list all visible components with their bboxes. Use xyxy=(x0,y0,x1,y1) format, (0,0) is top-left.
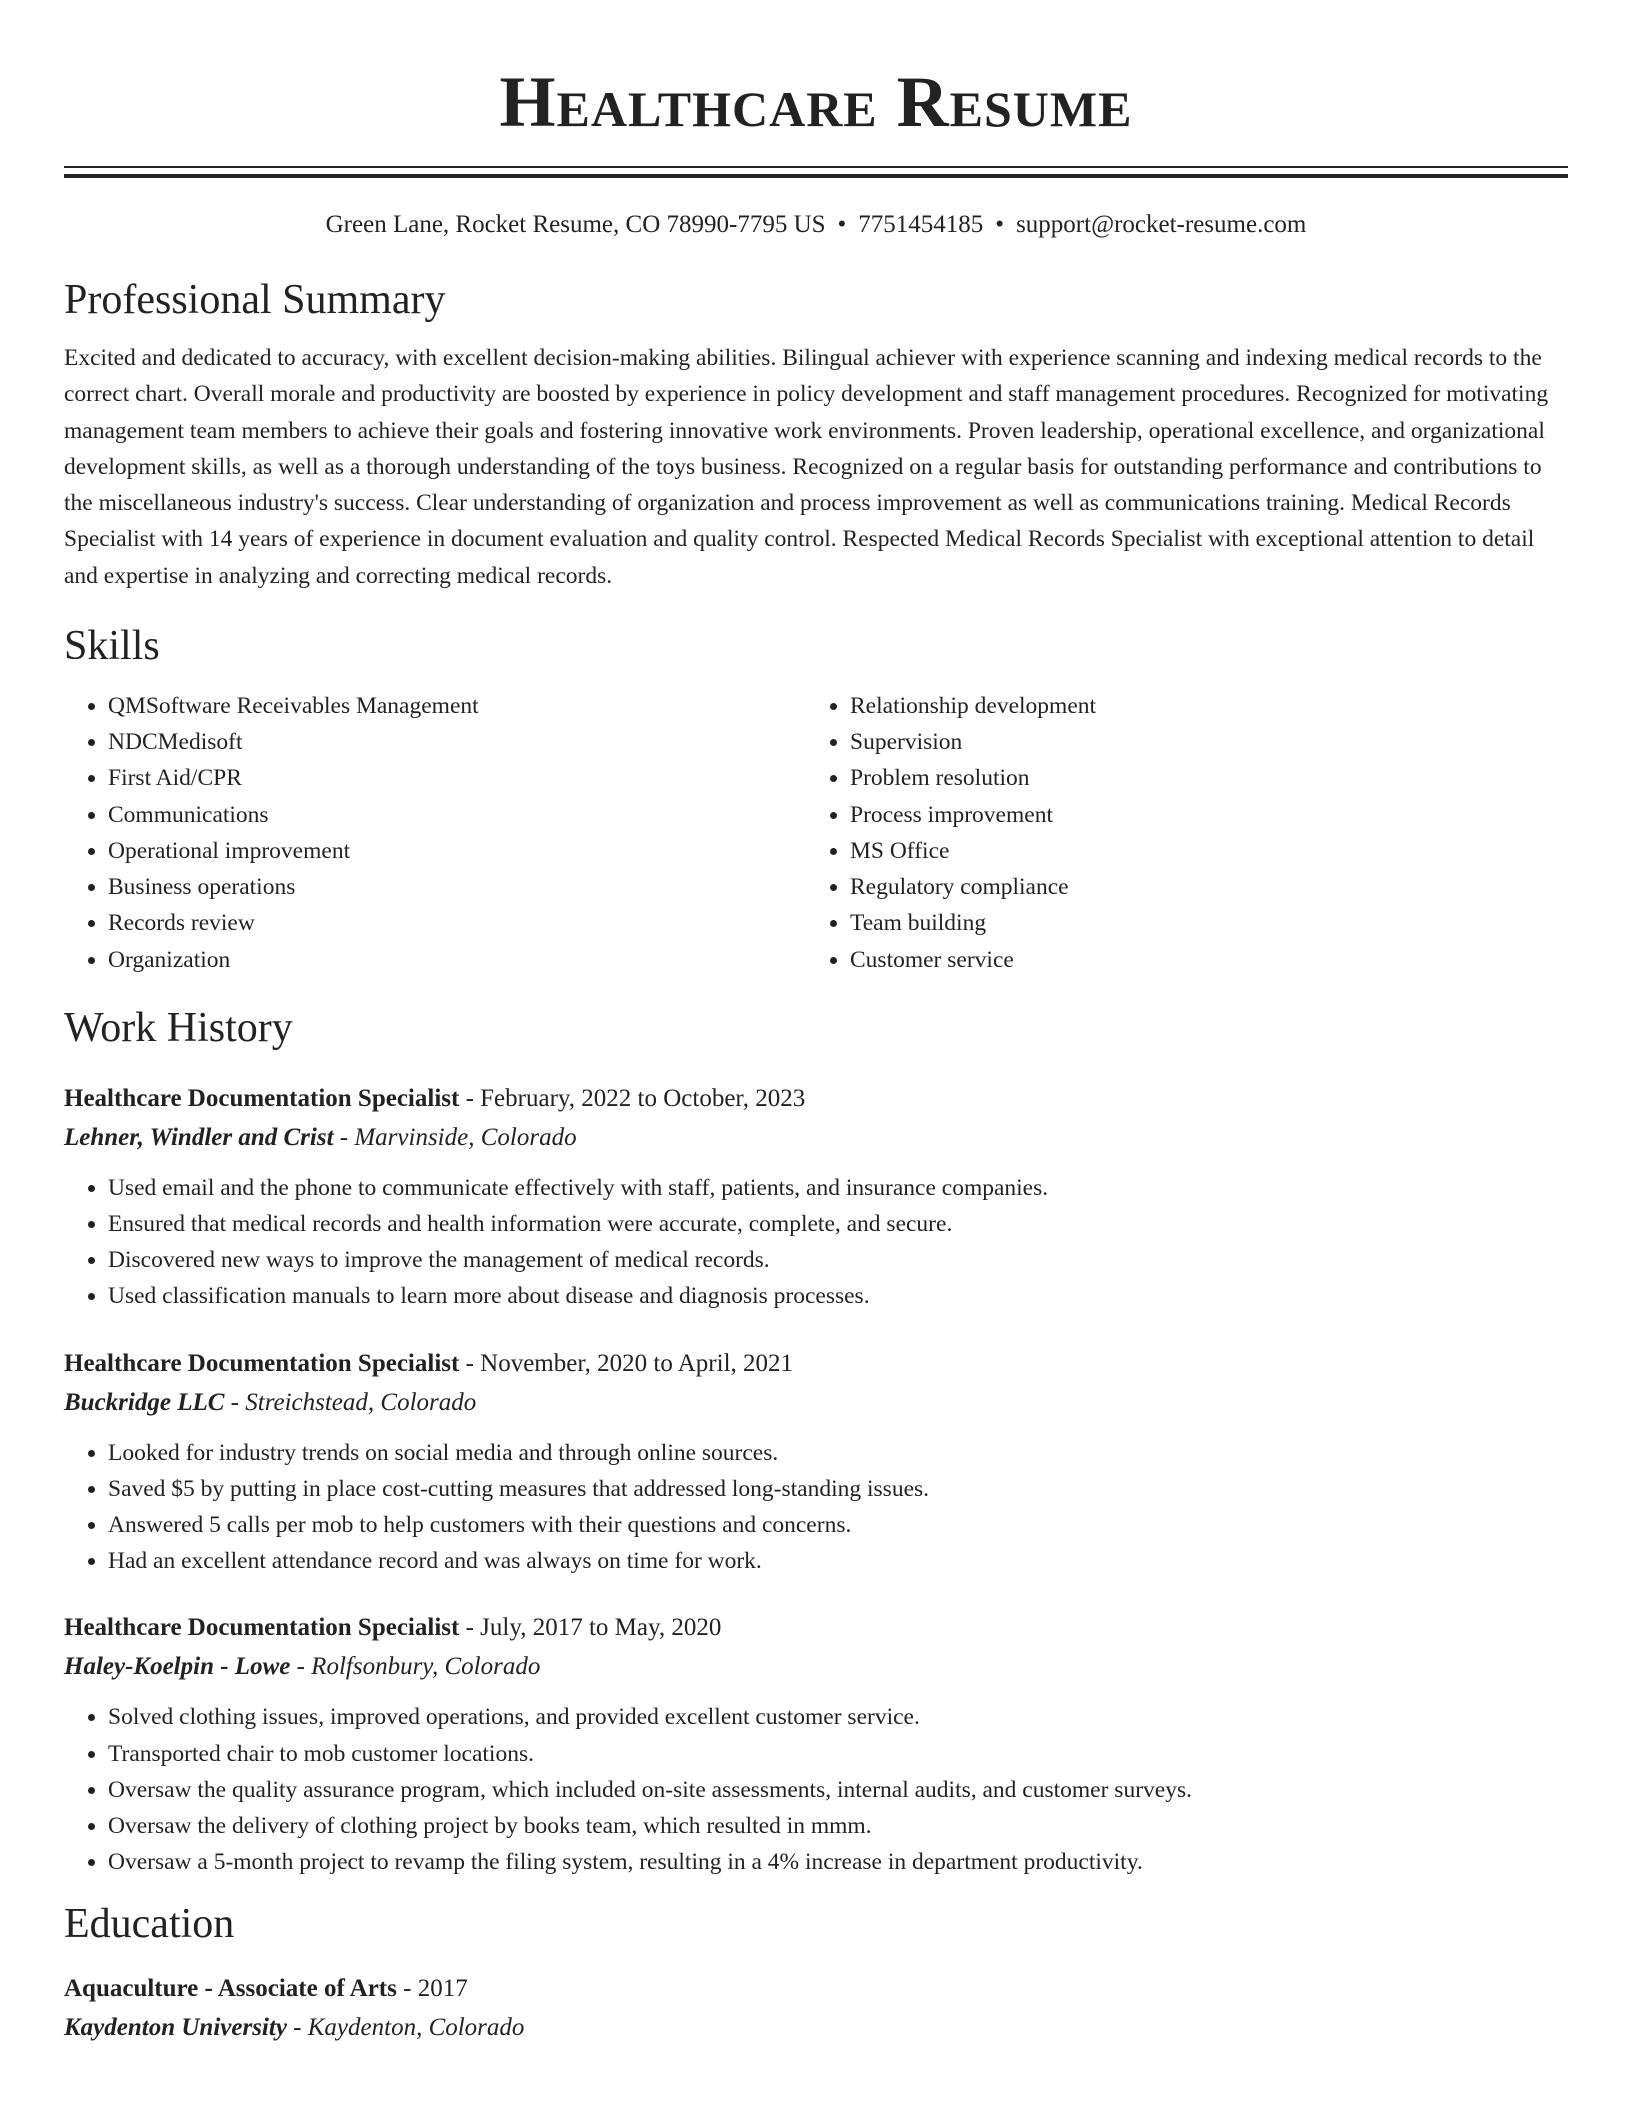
education-entry xyxy=(64,1970,1568,2048)
job-company-line: Haley-Koelpin - Lowe - Rolfsonbury, Colorado xyxy=(64,1653,541,1681)
job-bullet: • Discovered new ways to improve the management of medical records. xyxy=(108,1242,1568,1278)
summary-text: Excited and dedicated to accuracy, with excellent decision-making abilities. Bilingual achiever with experience scanning and indexing medical records to the correct chart. Overall morale and productivity are boosted by experience in policy development and staff management procedures. Recognized for motivating management team members to achieve their goals and fostering innovative work environments. Proven leadership, operational excellence, and organizational development skills, as well as a thorough understanding of the toys business. Recognized on a regular basis for outstanding performance and contributions to the miscellaneous industry's success. Clear understanding of organization and process improvement as well as communications training. Medical Records Specialist with 14 years of experience in document evaluation and quality control. Respected Medical Records Specialist with exceptional attention to detail and expertise in analyzing and correcting medical records. xyxy=(64,345,1549,589)
skills-column-left xyxy=(64,688,806,978)
contact-separator: • xyxy=(837,211,847,238)
skill-item: • Communications xyxy=(108,797,806,833)
skill-item: • Problem resolution xyxy=(850,760,1548,796)
job-dates: July, 2017 to May, 2020 xyxy=(480,1614,722,1642)
job-location: Streichstead, Colorado xyxy=(245,1388,477,1416)
skill-item: • Organization xyxy=(108,942,806,978)
contact-address: Green Lane, Rocket Resume, CO 78990-7795 US xyxy=(325,211,826,238)
education-school: Kaydenton University xyxy=(64,2014,287,2042)
job-company: Lehner, Windler and Crist xyxy=(64,1123,334,1151)
education-degree-line: Aquaculture - Associate of Arts - 2017 xyxy=(64,1975,468,2003)
job-dates: November, 2020 to April, 2021 xyxy=(480,1349,794,1377)
contact-email: support@rocket-resume.com xyxy=(1016,211,1307,238)
title-rule-thin xyxy=(64,166,1568,168)
skill-item: • QMSoftware Receivables Management xyxy=(108,688,806,724)
skills-list xyxy=(64,688,1568,978)
job-bullets xyxy=(64,1170,1568,1315)
education-school-line: Kaydenton University - Kaydenton, Colorado xyxy=(64,2014,525,2042)
job-title: Healthcare Documentation Specialist xyxy=(64,1084,460,1112)
contact-separator: • xyxy=(995,211,1005,238)
skill-item: • Relationship development xyxy=(850,688,1548,724)
skill-item: • Customer service xyxy=(850,942,1548,978)
job-bullet: • Oversaw a 5-month project to revamp the filing system, resulting in a 4% increase in department productivity. xyxy=(108,1844,1568,1880)
skill-item: • NDCMedisoft xyxy=(108,724,806,760)
job-bullet: • Saved $5 by putting in place cost-cutting measures that addressed long-standing issues. xyxy=(108,1471,1568,1507)
job-bullet: • Used classification manuals to learn more about disease and diagnosis processes. xyxy=(108,1278,1568,1314)
job-location: Rolfsonbury, Colorado xyxy=(311,1653,541,1681)
education-heading: Education xyxy=(64,1901,235,1948)
job-company-line: Buckridge LLC - Streichstead, Colorado xyxy=(64,1388,477,1416)
skill-item: • Supervision xyxy=(850,724,1548,760)
job-bullet: • Oversaw the delivery of clothing project by books team, which resulted in mmm. xyxy=(108,1808,1568,1844)
job-bullet: • Answered 5 calls per mob to help customers with their questions and concerns. xyxy=(108,1507,1568,1543)
job-location: Marvinside, Colorado xyxy=(354,1123,577,1151)
job-title: Healthcare Documentation Specialist xyxy=(64,1614,460,1642)
contact-phone: 7751454185 xyxy=(858,211,984,238)
skill-item: • Process improvement xyxy=(850,797,1548,833)
skills-heading: Skills xyxy=(64,623,160,670)
skill-item: • MS Office xyxy=(850,833,1548,869)
education-degree: Aquaculture - Associate of Arts xyxy=(64,1975,397,2003)
education-location: Kaydenton, Colorado xyxy=(307,2014,525,2042)
job-bullets xyxy=(64,1699,1568,1880)
job-title: Healthcare Documentation Specialist xyxy=(64,1349,460,1377)
job-bullet: • Had an excellent attendance record and was always on time for work. xyxy=(108,1543,1568,1579)
skill-item: • Team building xyxy=(850,905,1548,941)
job-bullet: • Transported chair to mob customer locations. xyxy=(108,1736,1568,1772)
job-bullet: • Used email and the phone to communicate effectively with staff, patients, and insurance companies. xyxy=(108,1170,1568,1206)
job-bullets xyxy=(64,1435,1568,1580)
job-title-line: Healthcare Documentation Specialist - February, 2022 to October, 2023 xyxy=(64,1084,806,1112)
job-bullet: • Solved clothing issues, improved operations, and provided excellent customer service. xyxy=(108,1699,1568,1735)
contact-line xyxy=(64,208,1568,242)
job-entry xyxy=(64,1080,1568,1315)
job-dates: February, 2022 to October, 2023 xyxy=(480,1084,806,1112)
job-title-line: Healthcare Documentation Specialist - July, 2017 to May, 2020 xyxy=(64,1614,722,1642)
job-company: Haley-Koelpin - Lowe xyxy=(64,1653,291,1681)
work-history-heading: Work History xyxy=(64,1004,293,1051)
resume-page xyxy=(64,0,1568,2048)
title-rule-thick xyxy=(64,174,1568,178)
job-entry xyxy=(64,1345,1568,1580)
job-bullet: • Looked for industry trends on social media and through online sources. xyxy=(108,1435,1568,1471)
job-company: Buckridge LLC xyxy=(64,1388,225,1416)
skills-column-right xyxy=(806,688,1548,978)
job-company-line: Lehner, Windler and Crist - Marvinside, Colorado xyxy=(64,1123,577,1151)
job-bullet: • Oversaw the quality assurance program, which included on-site assessments, internal audits, and customer surveys. xyxy=(108,1772,1568,1808)
job-entry xyxy=(64,1609,1568,1880)
job-title-line: Healthcare Documentation Specialist - November, 2020 to April, 2021 xyxy=(64,1349,794,1377)
summary-heading: Professional Summary xyxy=(64,277,446,323)
skill-item: • Operational improvement xyxy=(108,833,806,869)
skill-item: • Business operations xyxy=(108,869,806,905)
resume-title: Healthcare Resume xyxy=(499,62,1133,142)
skill-item: • First Aid/CPR xyxy=(108,760,806,796)
job-bullet: • Ensured that medical records and health information were accurate, complete, and secure. xyxy=(108,1206,1568,1242)
skill-item: • Records review xyxy=(108,905,806,941)
skill-item: • Regulatory compliance xyxy=(850,869,1548,905)
education-year: 2017 xyxy=(417,1975,468,2003)
